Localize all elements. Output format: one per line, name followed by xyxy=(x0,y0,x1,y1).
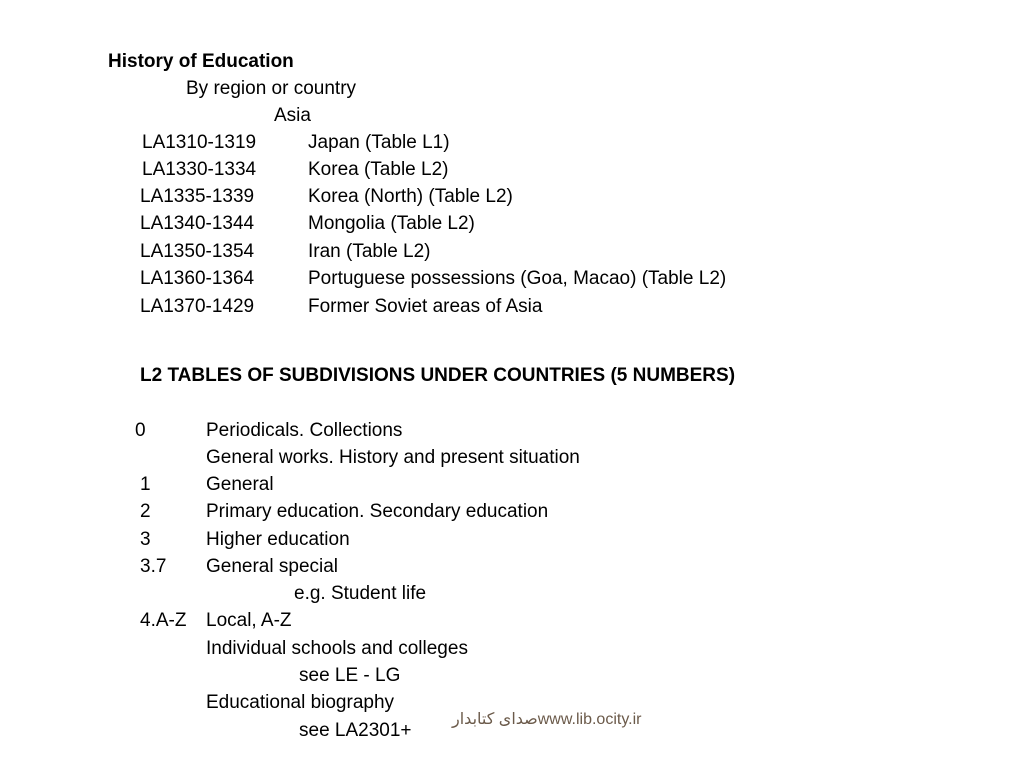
subdivision-desc: Educational biography xyxy=(206,692,395,713)
subdivision-example: e.g. Student life xyxy=(294,583,427,604)
subdivision-number: 3.7 xyxy=(140,556,167,577)
see-reference: see LA2301+ xyxy=(299,720,412,741)
table-title: L2 TABLES OF SUBDIVISIONS UNDER COUNTRIES (5 NUMBERS) xyxy=(140,365,736,386)
subdivision-desc: Higher education xyxy=(206,529,350,550)
asia-desc: Korea (North) (Table L2) xyxy=(308,186,513,207)
see-reference: see LE - LG xyxy=(299,665,401,686)
asia-range: LA1370-1429 xyxy=(140,296,255,317)
asia-desc: Portuguese possessions (Goa, Macao) (Table L2) xyxy=(308,268,727,289)
region-label: Asia xyxy=(274,105,311,126)
subdivision-desc: General xyxy=(206,474,274,495)
asia-range: LA1360-1364 xyxy=(140,268,255,289)
asia-range: LA1340-1344 xyxy=(140,213,255,234)
asia-desc: Japan (Table L1) xyxy=(308,132,450,153)
subdivision-desc: Individual schools and colleges xyxy=(206,638,468,659)
subdivision-desc: Local, A-Z xyxy=(206,610,292,631)
watermark-persian: صدای کتابدار xyxy=(452,711,538,728)
heading: History of Education xyxy=(108,51,294,72)
watermark-url: www.lib.ocity.ir xyxy=(537,711,642,728)
asia-range: LA1350-1354 xyxy=(140,241,255,262)
asia-range: LA1330-1334 xyxy=(142,159,257,180)
subdivision-number: 0 xyxy=(135,420,146,441)
subdivision-desc: General works. History and present situation xyxy=(206,447,580,468)
watermark xyxy=(452,710,641,730)
subdivision-desc: Primary education. Secondary education xyxy=(206,501,549,522)
asia-desc: Mongolia (Table L2) xyxy=(308,213,475,234)
subdivision-number: 3 xyxy=(140,529,151,550)
subheading: By region or country xyxy=(186,78,357,99)
asia-range: LA1335-1339 xyxy=(140,186,255,207)
subdivision-number: 1 xyxy=(140,474,151,495)
asia-desc: Iran (Table L2) xyxy=(308,241,431,262)
subdivision-number: 4.A-Z xyxy=(140,610,187,631)
asia-desc: Korea (Table L2) xyxy=(308,159,449,180)
subdivision-desc: Periodicals. Collections xyxy=(206,420,403,441)
asia-desc: Former Soviet areas of Asia xyxy=(308,296,543,317)
subdivision-number: 2 xyxy=(140,501,151,522)
subdivision-desc: General special xyxy=(206,556,339,577)
asia-range: LA1310-1319 xyxy=(142,132,257,153)
